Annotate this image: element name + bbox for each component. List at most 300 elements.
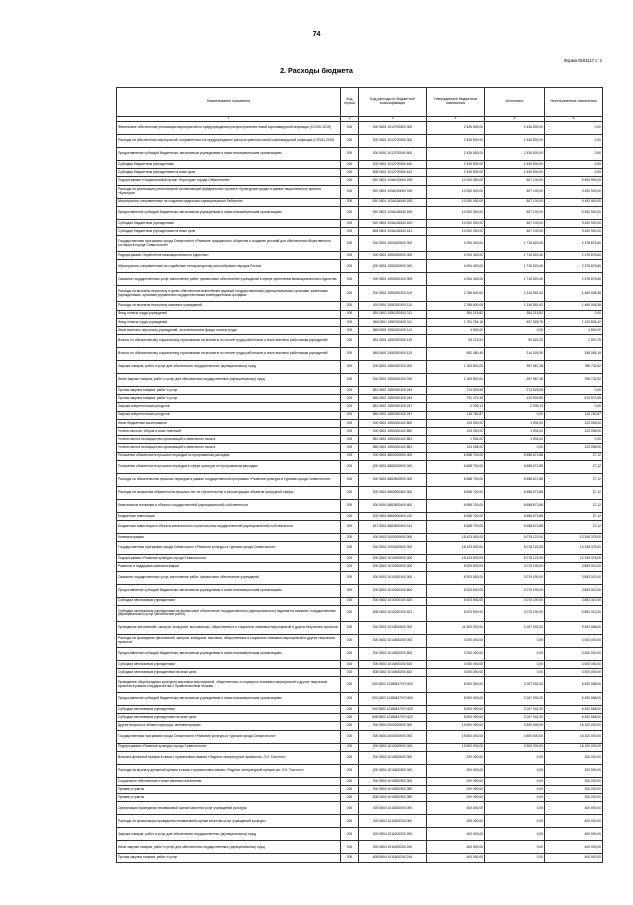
row-code-cell: 200 [341,668,359,676]
table-row [117,302,603,310]
row-code-cell: 200 [341,815,359,828]
approved-amount-cell: 3 000 000,00 [427,647,485,660]
executed-amount-cell: 507 100,00 [485,227,545,235]
table-row [117,486,603,499]
row-code-cell: 200 [341,428,359,436]
row-name-cell: Закупка энергетических ресурсов [117,411,341,419]
table-row [117,227,603,235]
unexecuted-amount-cell: 3 000 000,00 [545,660,603,668]
approved-amount-cell: 6 658 700,00 [427,512,485,520]
row-name-cell: Расходы на обеспечение мероприятий, направленных на предупреждение распространения новой коронавирусной инфекции (COVID-2019) [117,135,341,148]
budget-code-cell: 000 0801 1550300100 100 [359,286,427,302]
unexecuted-amount-cell: 0,00 [545,403,603,411]
approved-amount-cell: 2 426 500,00 [427,122,485,135]
approved-amount-cell: 200 000,00 [427,794,485,802]
row-code-cell: 200 [341,387,359,395]
table-row [117,777,603,785]
executed-amount-cell: 3 500 000,00 [485,743,545,751]
row-name-cell: Расходы на обязательства прошлых периодов в рамках государственной программы «Развитие культуры и туризма города Севастополя» [117,473,341,486]
row-code-cell: 200 [341,571,359,584]
row-code-cell: 200 [341,206,359,219]
row-code-cell: 200 [341,473,359,486]
budget-code-cell: 000 0804 1011600200 200 [359,828,427,841]
executed-amount-cell: 0,00 [485,634,545,647]
row-code-cell: 200 [341,597,359,605]
table-row [117,533,603,541]
executed-amount-cell: 0,00 [485,802,545,815]
executed-amount-cell: 6 658 672,88 [485,520,545,533]
budget-code-cell: 000 0801 1012700260 600 [359,148,427,161]
approved-amount-cell: 19 600 000,00 [427,743,485,751]
budget-code-cell: 000 0801 1012700260 610 [359,161,427,169]
table-row [117,395,603,403]
executed-amount-cell: 0,00 [485,854,545,862]
row-code-cell: 200 [341,794,359,802]
row-code-cell: 200 [341,419,359,427]
executed-amount-cell: 397 067,48 [485,374,545,387]
row-code-cell: 200 [341,185,359,198]
table-row [117,403,603,411]
table-row [117,706,603,714]
executed-amount-cell: 0,00 [485,786,545,794]
approved-amount-cell: 200 000,00 [427,777,485,785]
row-name-cell: Субсидии бюджетным учреждениям на иные цели [117,169,341,177]
unexecuted-amount-cell: 27,12 [545,473,603,486]
executed-amount-cell: 2 426 500,00 [485,161,545,169]
unexecuted-amount-cell: 6 492 068,00 [545,677,603,693]
table-row [117,260,603,273]
executed-amount-cell: 5 078 122,00 [485,555,545,563]
row-name-cell: Бюджетные инвестиции в объекты капитального строительства государственной (муниципальной) собственности [117,520,341,533]
budget-code-cell: 000 0801 103A154540 610 [359,219,427,227]
row-code-cell: 200 [341,452,359,460]
unexecuted-amount-cell: 9 492 900,00 [545,185,603,198]
table-row [117,597,603,605]
unexecuted-amount-cell: 200 000,00 [545,764,603,777]
table-row [117,677,603,693]
row-code-cell: 200 [341,302,359,310]
unexecuted-amount-cell: 400 000,00 [545,841,603,854]
unexecuted-amount-cell: 3 853 310,00 [545,605,603,621]
budget-code-cell: 000 0802 1010600200 000 [359,634,427,647]
table-row [117,148,603,161]
budget-code-cell: 000 0804 1011600000 000 [359,802,427,815]
approved-amount-cell: 115 760,87 [427,411,485,419]
unexecuted-amount-cell: 6 492 068,00 [545,693,603,706]
executed-amount-cell: 354 215,82 [485,310,545,318]
table-row [117,751,603,764]
budget-code-cell: 000 0802 1010600200 620 [359,660,427,668]
approved-amount-cell: 1 183 800,00 [427,361,485,374]
row-code-cell: 200 [341,533,359,541]
row-name-cell: Субсидии бюджетным учреждениям [117,161,341,169]
column-index: 5 [485,117,545,122]
approved-amount-cell: 3 000 000,00 [427,634,485,647]
table-row [117,786,603,794]
row-name-cell: Оказание государственных услуг, выполнение работ, финансовое обеспечение учреждений [117,571,341,584]
table-row [117,198,603,206]
approved-amount-cell: 791 474,45 [427,395,485,403]
unexecuted-amount-cell: 1 469 048,38 [545,286,603,302]
row-code-cell: 200 [341,786,359,794]
table-row [117,252,603,260]
row-code-cell: 200 [341,444,359,452]
budget-code-cell: 851 0801 1550300100 247 [359,403,427,411]
table-row [117,452,603,460]
budget-code-cell: 000 0801 6880000000 000 [359,460,427,473]
table-row [117,542,603,555]
row-name-cell: Расходы на выплаты персоналу казенных учреждений [117,302,341,310]
approved-amount-cell: 274 525,55 [427,387,485,395]
budget-code-cell: 000 0801 1550300100 200 [359,361,427,374]
row-code-cell: 200 [341,714,359,722]
row-code-cell: 200 [341,693,359,706]
unexecuted-amount-cell: 9 492 900,00 [545,177,603,185]
row-code-cell: 200 [341,436,359,444]
budget-code-cell: 000 0804 1011600200 240 [359,841,427,854]
table-row [117,668,603,676]
budget-code-cell: 000 0801 1550300100 240 [359,374,427,387]
unexecuted-amount-cell: 0,00 [545,169,603,177]
row-code-cell: 200 [341,520,359,533]
unexecuted-amount-cell: 27,12 [545,499,603,512]
unexecuted-amount-cell: 0,00 [545,436,603,444]
table-row [117,714,603,722]
unexecuted-amount-cell: 16 100 000,00 [545,743,603,751]
approved-amount-cell: 4 094 400,00 [427,252,485,260]
row-name-cell: Социальное обеспечение и иные выплаты населению [117,777,341,785]
table-row [117,854,603,862]
executed-amount-cell: 6 658 672,88 [485,452,545,460]
approved-amount-cell: 4 500,00 [427,326,485,334]
executed-amount-cell: 507 100,00 [485,177,545,185]
table-row [117,473,603,486]
unexecuted-amount-cell: 670 971,65 [545,395,603,403]
executed-amount-cell: 0,00 [485,841,545,854]
row-code-cell: 200 [341,751,359,764]
row-code-cell: 200 [341,647,359,660]
executed-amount-cell: 0,00 [485,326,545,334]
approved-amount-cell: 200 000,00 [427,764,485,777]
table-row [117,571,603,584]
row-name-cell: Подпрограмма «Развитие культуры города Севастополя» [117,555,341,563]
table-row [117,273,603,286]
budget-code-cell: 000 0804 1010600000 000 [359,751,427,764]
table-row [117,348,603,361]
row-code-cell: 200 [341,743,359,751]
row-name-cell: Субсидии автономным учреждениям [117,706,341,714]
table-row [117,730,603,743]
approved-amount-cell: 6 658 700,00 [427,452,485,460]
row-code-cell: 200 [341,260,359,273]
executed-amount-cell: 1 904,00 [485,419,545,427]
approved-amount-cell: 4 094 400,00 [427,273,485,286]
table-row [117,815,603,828]
executed-amount-cell: 2 426 500,00 [485,122,545,135]
table-row [117,743,603,751]
row-name-cell: Иные закупки товаров, работ и услуг для обеспечения государственных (муниципальных) нужд [117,374,341,387]
executed-amount-cell: 2 039,13 [485,403,545,411]
column-index: 4 [427,117,485,122]
row-code-cell: 200 [341,335,359,348]
budget-code-cell: 000 0802 101ВМ37070 600 [359,693,427,706]
row-code-cell: 200 [341,318,359,326]
table-header-row [117,88,603,117]
table-row [117,122,603,135]
budget-code-cell: 000 0801 1500000000 000 [359,236,427,252]
approved-amount-cell: 3 000 000,00 [427,660,485,668]
unexecuted-amount-cell: 0,00 [545,387,603,395]
budget-code-cell: 000 0801 6882600400 000 [359,486,427,499]
approved-amount-cell: 8 500 000,00 [427,714,485,722]
unexecuted-amount-cell: 1 123 835,42 [545,318,603,326]
row-name-cell: Проведение общегородских культурно-массовых мероприятий, общественных и социально значимых мероприятий и других творческих проектов в рамках сотрудничества с Правительством Москвы [117,677,341,693]
unexecuted-amount-cell: 786 732,52 [545,361,603,374]
row-name-cell: Государственная программа города Севастополя «Развитие культуры и туризма города Севастополя» [117,542,341,555]
row-code-cell: 200 [341,802,359,815]
unexecuted-amount-cell: 2 378 876,60 [545,236,603,252]
row-name-cell: Организация проведения независимой оценки качества услуг учреждений культуры [117,802,341,815]
budget-code-cell: 817 0801 6882600400 414 [359,520,427,533]
unexecuted-amount-cell: 27,12 [545,520,603,533]
unexecuted-amount-cell: 0,00 [545,122,603,135]
executed-amount-cell: 120 502,80 [485,395,545,403]
executed-amount-cell: 3 070 190,00 [485,605,545,621]
executed-amount-cell: 6 658 672,88 [485,473,545,486]
executed-amount-cell: 214 025,30 [485,348,545,361]
row-name-cell: Погашение обязательств прошлых периодов в сфере культуры по программным расходам [117,460,341,473]
unexecuted-amount-cell: 13 345 378,00 [545,542,603,555]
row-name-cell: Кинематография [117,533,341,541]
unexecuted-amount-cell: 2 378 876,60 [545,273,603,286]
executed-amount-cell: 1 715 523,40 [485,260,545,273]
table-row [117,419,603,427]
row-code-cell: 200 [341,460,359,473]
approved-amount-cell: 6 923 500,00 [427,584,485,597]
table-row [117,169,603,177]
table-row [117,621,603,634]
budget-code-cell: 000 0804 0000000000 000 [359,722,427,730]
unexecuted-amount-cell: 3 853 310,00 [545,597,603,605]
budget-code-cell: 000 0801 6882600400 410 [359,512,427,520]
column-index: 3 [359,117,427,122]
approved-amount-cell: 354 215,82 [427,310,485,318]
approved-amount-cell: 10 000 000,00 [427,227,485,235]
unexecuted-amount-cell: 200 000,00 [545,786,603,794]
unexecuted-amount-cell: 27,12 [545,512,603,520]
row-name-cell: Премии и гранты [117,794,341,802]
table-row [117,647,603,660]
executed-amount-cell: 0,00 [485,444,545,452]
row-code-cell: 200 [341,841,359,854]
unexecuted-amount-cell: 13 345 378,00 [545,533,603,541]
row-name-cell: Фонд оплаты труда учреждений [117,310,341,318]
row-code-cell: 200 [341,252,359,260]
row-code-cell: 200 [341,730,359,743]
row-name-cell: Субсидии бюджетным учреждениям [117,219,341,227]
budget-code-cell: 000 0801 1550300100 110 [359,302,427,310]
unexecuted-amount-cell: 3 000 000,00 [545,668,603,676]
executed-amount-cell: 6 658 672,88 [485,499,545,512]
row-code-cell: 200 [341,512,359,520]
approved-amount-cell: 400 000,00 [427,815,485,828]
row-name-cell: Расходы на выплату денежной премии в связи с присвоением звания «Лауреат литературной премии им. Л.Н. Толстого» [117,764,341,777]
executed-amount-cell: 507 100,00 [485,198,545,206]
table-row [117,841,603,854]
table-row [117,411,603,419]
row-name-cell: Подпрограмма «Развитие культуры города Севастополя» [117,743,341,751]
approved-amount-cell: 10 000 000,00 [427,206,485,219]
budget-code-cell: 000 0804 1000000000 000 [359,730,427,743]
row-name-cell: Фонд оплаты труда учреждений [117,318,341,326]
column-header-approved: Утвержденные бюджетные назначения [427,88,485,117]
executed-amount-cell: 3 070 190,00 [485,584,545,597]
approved-amount-cell: 1 183 800,00 [427,374,485,387]
unexecuted-amount-cell: 6 492 068,00 [545,706,603,714]
executed-amount-cell: 0,00 [485,411,545,419]
table-row [117,206,603,219]
budget-code-cell: 000 0801 6882600400 400 [359,499,427,512]
row-code-cell: 200 [341,486,359,499]
row-code-cell: 200 [341,828,359,841]
page-number: 74 [312,31,321,38]
unexecuted-amount-cell: 0,00 [545,148,603,161]
row-code-cell: 200 [341,706,359,714]
approved-amount-cell: 6 658 700,00 [427,460,485,473]
table-row [117,436,603,444]
row-code-cell: 200 [341,403,359,411]
budget-code-cell: 000 0801 103A154540 600 [359,206,427,219]
executed-amount-cell: 6 658 672,88 [485,486,545,499]
unexecuted-amount-cell: 0,00 [545,135,603,148]
row-name-cell: Прочая закупка товаров, работ и услуг [117,854,341,862]
budget-code-cell: 865 0801 1550300100 111 [359,318,427,326]
executed-amount-cell: 2 007 932,00 [485,621,545,634]
row-code-cell: 200 [341,177,359,185]
approved-amount-cell: 4 094 400,00 [427,236,485,252]
unexecuted-amount-cell: 338 055,19 [545,348,603,361]
row-name-cell: Расходы на выплаты персоналу в целях обеспечения выполнения функций государственными (муниципальными) органами, казенными учреждениями, органами управления государственными внебюджетными фондами [117,286,341,302]
row-name-cell: Расходы на организацию проведения независимой оценки качества услуг учреждений культуры [117,815,341,828]
row-name-cell: Премии и гранты [117,786,341,794]
row-name-cell: Уплата налога на имущество организаций и земельного налога [117,444,341,452]
approved-amount-cell: 2 039,13 [427,403,485,411]
row-name-cell: Закупка энергетических ресурсов [117,403,341,411]
row-code-cell: 200 [341,722,359,730]
unexecuted-amount-cell: 400 000,00 [545,815,603,828]
approved-amount-cell: 1 761 764,18 [427,318,485,326]
row-name-cell: Субсидии бюджетным учреждениям на иные цели [117,227,341,235]
budget-code-cell: 808 0802 101ВМ37070 622 [359,714,427,722]
budget-code-cell: 000 0804 1010600300 300 [359,777,427,785]
unexecuted-amount-cell: 200 000,00 [545,751,603,764]
approved-amount-cell: 125 000,00 [427,428,485,436]
executed-amount-cell: 5 078 122,00 [485,533,545,541]
approved-amount-cell: 11 500 000,00 [427,621,485,634]
approved-amount-cell: 10 000 000,00 [427,185,485,198]
executed-amount-cell: 0,00 [485,647,545,660]
approved-amount-cell: 8 500 000,00 [427,677,485,693]
unexecuted-amount-cell: 200 000,00 [545,794,603,802]
approved-amount-cell: 19 600 000,00 [427,730,485,743]
approved-amount-cell: 2 785 600,00 [427,302,485,310]
form-code: Форма 0503117 с. 2 [563,58,602,63]
budget-code-cell: 000 0801 1012700260 000 [359,135,427,148]
budget-code-cell: 865 0801 1550300100 119 [359,348,427,361]
approved-amount-cell: 552 080,49 [427,348,485,361]
table-row [117,722,603,730]
row-name-cell: Предоставление субсидий бюджетным, автономным учреждениям и иным некоммерческим организациям [117,647,341,660]
column-header-name: Наименование показателя [117,88,341,117]
unexecuted-amount-cell: 3 000 000,00 [545,634,603,647]
unexecuted-amount-cell: 27,12 [545,486,603,499]
row-name-cell: Прочая закупка товаров, работ и услуг [117,387,341,395]
approved-amount-cell: 6 923 500,00 [427,563,485,571]
unexecuted-amount-cell: 123 096,00 [545,444,603,452]
row-code-cell: 200 [341,764,359,777]
unexecuted-amount-cell: 400 000,00 [545,854,603,862]
row-code-cell: 200 [341,660,359,668]
approved-amount-cell: 125 000,00 [427,419,485,427]
table-row [117,764,603,777]
unexecuted-amount-cell: 6 492 068,00 [545,714,603,722]
row-name-cell: Предоставление субсидий бюджетным, автономным учреждениям и иным некоммерческим организациям [117,584,341,597]
unexecuted-amount-cell: 1 469 048,38 [545,302,603,310]
budget-code-cell: 000 0804 1010000000 000 [359,743,427,751]
row-code-cell: 200 [341,236,359,252]
column-header-executed: Исполнено [485,88,545,117]
table-row [117,460,603,473]
budget-code-cell: 000 0801 1550300000 000 [359,260,427,273]
executed-amount-cell: 5 078 122,00 [485,542,545,555]
unexecuted-amount-cell: 9 492 068,00 [545,621,603,634]
row-name-cell: Финансовое обеспечение реализации мероприятий по предупреждению распространения новой коронавирусной инфекции (COVID-2019) [117,122,341,135]
row-name-cell: Расходы на проведение фестивалей, смотров, конкурсов, выставок, общественных и социально значимых мероприятий и других творческих проектов [117,634,341,647]
table-row [117,219,603,227]
row-code-cell: 200 [341,605,359,621]
budget-code-cell: 000 0802 101ВМ37070 620 [359,706,427,714]
table-row [117,428,603,436]
executed-amount-cell: 6 658 672,88 [485,460,545,473]
approved-amount-cell: 200 000,00 [427,751,485,764]
approved-amount-cell: 123 096,00 [427,444,485,452]
table-row [117,802,603,815]
budget-code-cell: 808 0801 103A154540 612 [359,227,427,235]
row-code-cell: 200 [341,634,359,647]
row-code-cell: 200 [341,273,359,286]
table-row [117,563,603,571]
table-row [117,693,603,706]
executed-amount-cell: 637 928,76 [485,318,545,326]
budget-code-cell: 000 0801 103A100000 000 [359,185,427,198]
executed-amount-cell: 3 070 190,00 [485,571,545,584]
row-name-cell: Другие вопросы в области культуры, кинематографии [117,722,341,730]
approved-amount-cell: 2 426 500,00 [427,135,485,148]
executed-amount-cell: 397 067,48 [485,361,545,374]
unexecuted-amount-cell: 2 378 876,60 [545,252,603,260]
row-name-cell: Капитальные вложения в объекты государственной (муниципальной) собственности [117,499,341,512]
row-name-cell: Субсидии автономным учреждениям [117,597,341,605]
executed-amount-cell: 0,00 [485,751,545,764]
unexecuted-amount-cell: 13 345 378,00 [545,555,603,563]
expenses-table [116,87,603,863]
column-index: 2 [341,117,359,122]
budget-code-cell: 000 0802 1010300100 600 [359,584,427,597]
budget-code-cell: 000 0801 103A154540 000 [359,198,427,206]
row-code-cell: 200 [341,361,359,374]
column-header-unexecuted: Неисполненные назначения [545,88,603,117]
budget-code-cell: 865 0801 1550300100 244 [359,395,427,403]
